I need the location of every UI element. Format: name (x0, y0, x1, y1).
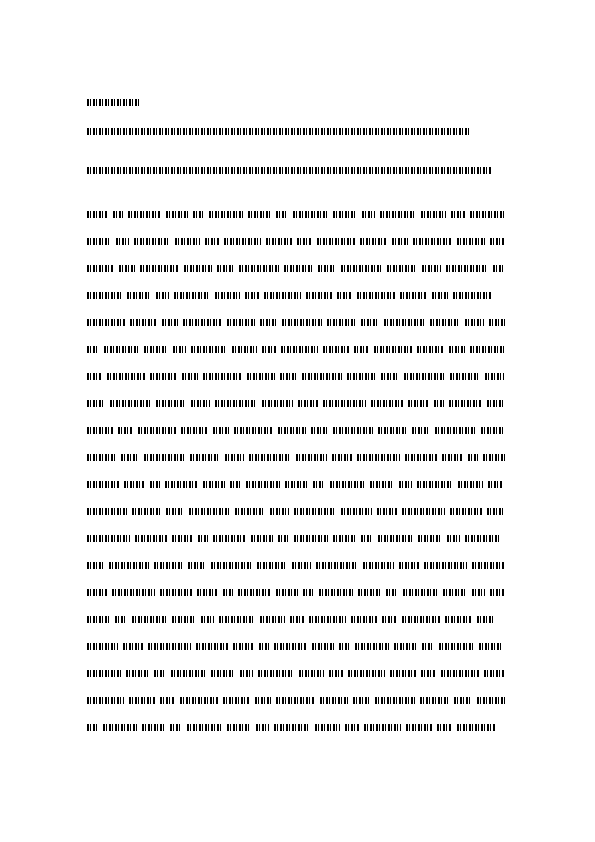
body-word-glyphs (403, 589, 438, 596)
body-word-glyphs (162, 319, 178, 326)
body-line (87, 238, 505, 245)
body-word-glyphs (112, 589, 155, 596)
body-word-glyphs (264, 292, 301, 299)
body-word-glyphs (110, 400, 151, 407)
body-word-glyphs (306, 292, 332, 299)
body-word-glyphs (472, 562, 504, 569)
body-word-glyphs (104, 346, 139, 353)
body-line (87, 616, 505, 623)
body-word-glyphs (402, 508, 445, 515)
body-word-glyphs (134, 238, 170, 245)
body-word-glyphs (160, 697, 175, 704)
body-word-glyphs (201, 616, 214, 623)
body-word-glyphs (233, 643, 254, 650)
body-word-glyphs (278, 535, 289, 542)
body-word-glyphs (361, 535, 373, 542)
body-word-glyphs (292, 562, 311, 569)
body-word-glyphs (232, 346, 257, 353)
body-word-glyphs (154, 670, 166, 677)
body-word-glyphs (119, 265, 135, 272)
body-word-glyphs (113, 211, 123, 218)
body-word-glyphs (87, 427, 113, 434)
body-word-glyphs (297, 238, 312, 245)
body-word-glyphs (170, 724, 182, 731)
body-word-glyphs (360, 238, 387, 245)
body-word-glyphs (266, 238, 292, 245)
body-word-glyphs (418, 535, 442, 542)
body-word-glyphs (384, 319, 425, 326)
body-word-glyphs (219, 616, 255, 623)
body-word-glyphs (477, 616, 493, 623)
body-word-glyphs (290, 616, 304, 623)
body-word-glyphs (441, 670, 479, 677)
body-word-glyphs (188, 562, 206, 569)
body-line (87, 535, 505, 542)
body-word-glyphs (270, 508, 289, 515)
body-word-glyphs (123, 643, 143, 650)
body-word-glyphs (129, 697, 155, 704)
body-word-glyphs (422, 643, 434, 650)
body-word-glyphs (439, 643, 474, 650)
body-word-glyphs (109, 562, 149, 569)
body-word-glyphs (323, 346, 349, 353)
body-word-glyphs (371, 400, 403, 407)
body-word-glyphs (166, 211, 188, 218)
body-word-glyphs (165, 481, 198, 488)
body-line (87, 265, 505, 272)
body-word-glyphs (140, 265, 179, 272)
body-word-glyphs (402, 616, 440, 623)
body-line (87, 319, 505, 326)
body-word-glyphs (470, 346, 505, 353)
body-word-glyphs (172, 616, 196, 623)
body-word-glyphs (156, 292, 169, 299)
body-word-glyphs (333, 211, 357, 218)
body-word-glyphs (276, 697, 315, 704)
body-word-glyphs (280, 373, 297, 380)
body-word-glyphs (191, 346, 227, 353)
body-word-glyphs (357, 454, 400, 461)
body-word-glyphs (458, 481, 483, 488)
body-word-glyphs (309, 616, 346, 623)
body-word-glyphs (87, 589, 107, 596)
body-word-glyphs (248, 211, 271, 218)
body-word-glyphs (457, 724, 495, 731)
body-word-glyphs (193, 211, 204, 218)
body-word-glyphs (274, 643, 307, 650)
body-word-glyphs (172, 535, 193, 542)
body-word-glyphs (258, 670, 294, 677)
body-word-glyphs (447, 535, 460, 542)
body-line (87, 211, 505, 218)
body-word-glyphs (87, 643, 118, 650)
body-word-glyphs (259, 643, 269, 650)
body-word-glyphs (128, 211, 161, 218)
body-word-glyphs (245, 292, 259, 299)
body-word-glyphs (332, 454, 352, 461)
body-line (87, 346, 505, 353)
body-word-glyphs (87, 292, 122, 299)
body-word-glyphs (251, 535, 273, 542)
body-word-glyphs (333, 427, 373, 434)
body-word-glyphs (257, 562, 287, 569)
body-word-glyphs (392, 238, 408, 245)
body-word-glyphs (299, 670, 324, 677)
header-line-1-glyphs (87, 99, 139, 106)
body-word-glyphs (256, 724, 269, 731)
body-word-glyphs (412, 427, 430, 434)
body-word-glyphs (121, 454, 139, 461)
header-line-2-glyphs (87, 128, 470, 135)
body-word-glyphs (302, 373, 342, 380)
body-word-glyphs (203, 481, 225, 488)
body-word-glyphs (197, 589, 218, 596)
body-word-glyphs (468, 454, 478, 461)
body-word-glyphs (144, 454, 185, 461)
body-word-glyphs (400, 292, 427, 299)
body-word-glyphs (319, 589, 353, 596)
body-word-glyphs (274, 724, 310, 731)
body-word-glyphs (380, 211, 416, 218)
body-word-glyphs (361, 319, 379, 326)
body-line (87, 724, 505, 731)
body-line (87, 670, 505, 677)
body-word-glyphs (323, 400, 366, 407)
body-line (87, 643, 505, 650)
body-word-glyphs (276, 211, 288, 218)
body-word-glyphs (404, 373, 445, 380)
body-word-glyphs (205, 238, 219, 245)
body-word-glyphs (348, 670, 385, 677)
body-word-glyphs (87, 562, 104, 569)
body-word-glyphs (487, 508, 505, 515)
body-word-glyphs (87, 346, 99, 353)
body-word-glyphs (435, 427, 476, 434)
body-word-glyphs (378, 427, 407, 434)
body-word-glyphs (443, 589, 467, 596)
body-word-glyphs (118, 427, 133, 434)
body-word-glyphs (377, 508, 397, 515)
body-word-glyphs (183, 319, 222, 326)
body-word-glyphs (413, 238, 452, 245)
body-word-glyphs (354, 346, 369, 353)
body-word-glyphs (293, 211, 328, 218)
body-word-glyphs (209, 211, 243, 218)
body-word-glyphs (144, 346, 168, 353)
body-word-glyphs (135, 535, 167, 542)
body-word-glyphs (132, 616, 167, 623)
body-word-glyphs (345, 724, 359, 731)
body-word-glyphs (234, 427, 273, 434)
body-word-glyphs (223, 589, 233, 596)
body-word-glyphs (211, 562, 252, 569)
body-word-glyphs (181, 427, 208, 434)
body-word-glyphs (357, 292, 395, 299)
body-word-glyphs (211, 670, 235, 677)
body-word-glyphs (87, 616, 110, 623)
body-word-glyphs (184, 265, 212, 272)
body-word-glyphs (470, 211, 505, 218)
body-word-glyphs (487, 400, 505, 407)
body-word-glyphs (190, 454, 220, 461)
body-word-glyphs (87, 400, 105, 407)
body-word-glyphs (303, 589, 314, 596)
body-line (87, 589, 505, 596)
body-word-glyphs (249, 454, 291, 461)
body-word-glyphs (490, 589, 505, 596)
body-word-glyphs (235, 508, 265, 515)
body-word-glyphs (329, 670, 343, 677)
body-word-glyphs (196, 643, 228, 650)
body-word-glyphs (87, 670, 121, 677)
body-word-glyphs (239, 265, 279, 272)
body-word-glyphs (422, 265, 441, 272)
body-word-glyphs (330, 481, 365, 488)
body-word-glyphs (294, 535, 328, 542)
body-word-glyphs (449, 346, 465, 353)
body-word-glyphs (375, 697, 415, 704)
body-word-glyphs (87, 724, 98, 731)
body-word-glyphs (434, 400, 444, 407)
body-word-glyphs (260, 319, 277, 326)
body-word-glyphs (417, 346, 444, 353)
body-word-glyphs (490, 238, 505, 245)
body-word-glyphs (87, 508, 127, 515)
body-word-glyphs (213, 535, 246, 542)
body-word-glyphs (127, 292, 151, 299)
body-word-glyphs (160, 589, 192, 596)
body-word-glyphs (339, 643, 350, 650)
body-word-glyphs (262, 400, 293, 407)
body-word-glyphs (465, 319, 484, 326)
body-word-glyphs (351, 616, 377, 623)
header-line-3-glyphs (87, 167, 491, 174)
body-word-glyphs (489, 319, 505, 326)
body-word-glyphs (247, 373, 275, 380)
body-line (87, 427, 505, 434)
body-word-glyphs (115, 616, 127, 623)
body-word-glyphs (284, 265, 313, 272)
body-word-glyphs (399, 562, 419, 569)
body-word-glyphs (450, 508, 482, 515)
body-line (87, 292, 505, 299)
body-word-glyphs (103, 724, 137, 731)
body-word-glyphs (156, 400, 186, 407)
body-word-glyphs (223, 697, 250, 704)
body-word-glyphs (130, 319, 157, 326)
body-word-glyphs (126, 670, 149, 677)
body-word-glyphs (370, 481, 394, 488)
body-word-glyphs (132, 508, 161, 515)
body-word-glyphs (432, 292, 448, 299)
body-word-glyphs (182, 373, 198, 380)
body-word-glyphs (420, 697, 449, 704)
body-word-glyphs (378, 535, 413, 542)
body-word-glyphs (225, 454, 244, 461)
body-word-glyphs (355, 643, 389, 650)
body-word-glyphs (276, 589, 298, 596)
body-word-glyphs (417, 481, 453, 488)
body-word-glyphs (116, 238, 129, 245)
body-word-glyphs (142, 724, 165, 731)
body-word-glyphs (150, 373, 177, 380)
body-word-glyphs (138, 427, 176, 434)
body-word-glyphs (445, 616, 472, 623)
body-word-glyphs (382, 616, 397, 623)
body-word-glyphs (442, 454, 463, 461)
body-word-glyphs (358, 589, 381, 596)
body-word-glyphs (381, 373, 399, 380)
body-word-glyphs (451, 211, 465, 218)
body-word-glyphs (327, 319, 356, 326)
body-word-glyphs (347, 373, 376, 380)
body-word-glyphs (180, 697, 218, 704)
body-word-glyphs (191, 400, 210, 407)
body-word-glyphs (150, 481, 160, 488)
body-word-glyphs (450, 373, 480, 380)
body-word-glyphs (337, 292, 352, 299)
body-word-glyphs (224, 238, 261, 245)
body-word-glyphs (281, 346, 318, 353)
body-word-glyphs (315, 724, 340, 731)
body-word-glyphs (87, 265, 114, 272)
body-word-glyphs (87, 238, 111, 245)
body-word-glyphs (493, 265, 505, 272)
body-word-glyphs (363, 562, 394, 569)
body-word-glyphs (484, 670, 505, 677)
body-word-glyphs (465, 535, 501, 542)
body-word-glyphs (240, 670, 253, 677)
body-word-glyphs (285, 481, 308, 488)
body-word-glyphs (394, 643, 417, 650)
body-word-glyphs (488, 481, 502, 488)
body-word-glyphs (262, 346, 276, 353)
body-word-glyphs (282, 319, 322, 326)
body-word-glyphs (107, 373, 145, 380)
body-word-glyphs (87, 697, 124, 704)
body-word-glyphs (148, 643, 191, 650)
body-word-glyphs (479, 643, 503, 650)
body-word-glyphs (175, 238, 200, 245)
body-line (87, 373, 505, 380)
body-word-glyphs (437, 724, 452, 731)
body-word-glyphs (189, 508, 230, 515)
body-word-glyphs (374, 346, 412, 353)
body-word-glyphs (472, 589, 485, 596)
body-word-glyphs (481, 427, 505, 434)
body-word-glyphs (246, 481, 280, 488)
body-word-glyphs (386, 589, 398, 596)
body-word-glyphs (318, 265, 336, 272)
body-word-glyphs (227, 724, 251, 731)
body-word-glyphs (217, 265, 234, 272)
body-word-glyphs (198, 535, 208, 542)
body-word-glyphs (320, 697, 348, 704)
body-word-glyphs (87, 319, 125, 326)
body-word-glyphs (364, 724, 401, 731)
body-word-glyphs (483, 454, 505, 461)
body-word-glyphs (124, 481, 145, 488)
body-word-glyphs (408, 400, 429, 407)
body-word-glyphs (312, 643, 334, 650)
body-word-glyphs (87, 211, 108, 218)
body-line (87, 481, 505, 488)
body-word-glyphs (154, 562, 183, 569)
body-line (87, 400, 505, 407)
body-word-glyphs (294, 508, 336, 515)
body-word-glyphs (87, 373, 102, 380)
body-word-glyphs (457, 238, 485, 245)
body-word-glyphs (296, 454, 327, 461)
body-word-glyphs (255, 697, 271, 704)
body-word-glyphs (430, 319, 460, 326)
body-line (87, 562, 505, 569)
body-word-glyphs (313, 481, 325, 488)
body-word-glyphs (230, 481, 241, 488)
body-word-glyphs (311, 427, 328, 434)
body-word-glyphs (405, 454, 437, 461)
body-line (87, 508, 505, 515)
body-word-glyphs (316, 562, 358, 569)
body-word-glyphs (390, 670, 416, 677)
body-word-glyphs (421, 670, 436, 677)
body-word-glyphs (353, 697, 370, 704)
body-word-glyphs (87, 454, 116, 461)
body-word-glyphs (387, 265, 417, 272)
body-word-glyphs (171, 670, 206, 677)
body-word-glyphs (399, 481, 412, 488)
body-word-glyphs (215, 400, 257, 407)
body-text-block (87, 211, 507, 751)
body-line (87, 454, 505, 461)
body-word-glyphs (453, 292, 492, 299)
body-word-glyphs (203, 373, 242, 380)
body-word-glyphs (406, 724, 432, 731)
body-word-glyphs (173, 346, 186, 353)
body-word-glyphs (298, 400, 318, 407)
body-word-glyphs (215, 292, 240, 299)
body-word-glyphs (341, 265, 382, 272)
body-word-glyphs (421, 211, 446, 218)
body-word-glyphs (449, 400, 482, 407)
body-word-glyphs (213, 427, 229, 434)
body-word-glyphs (238, 589, 271, 596)
body-word-glyphs (341, 508, 372, 515)
body-word-glyphs (362, 211, 375, 218)
body-word-glyphs (166, 508, 184, 515)
body-word-glyphs (278, 427, 306, 434)
body-word-glyphs (424, 562, 467, 569)
body-word-glyphs (87, 481, 119, 488)
body-word-glyphs (174, 292, 210, 299)
body-word-glyphs (87, 535, 130, 542)
body-word-glyphs (477, 697, 505, 704)
body-line (87, 697, 505, 704)
body-word-glyphs (454, 697, 472, 704)
body-word-glyphs (446, 265, 488, 272)
body-word-glyphs (317, 238, 355, 245)
body-word-glyphs (227, 319, 255, 326)
body-word-glyphs (333, 535, 356, 542)
body-word-glyphs (485, 373, 504, 380)
body-word-glyphs (187, 724, 222, 731)
body-word-glyphs (260, 616, 285, 623)
